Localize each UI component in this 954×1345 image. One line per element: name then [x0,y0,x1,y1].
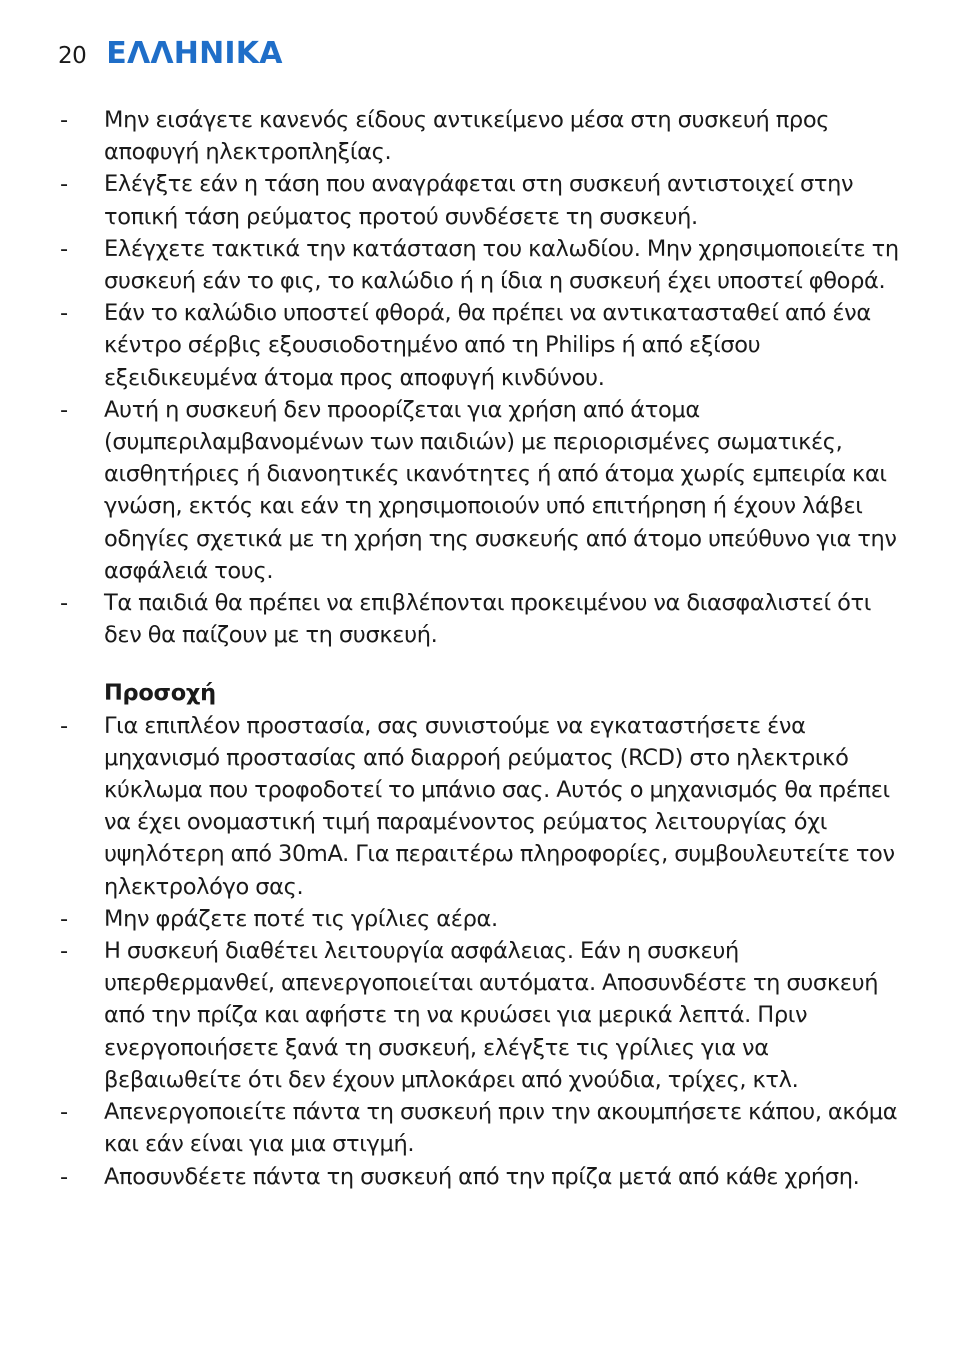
list-item-text: Αποσυνδέετε πάντα τη συσκευή από την πρίζα μετά από κάθε χρήση. [104,1163,860,1190]
page-number: 20 [58,43,87,69]
bullet-dash: - [60,396,68,423]
list-item [0,297,954,394]
list-item [0,1096,954,1160]
safety-list-caution [0,710,954,1193]
list-item-text: Για επιπλέον προστασία, σας συνιστούμε να εγκαταστήσετε ένα μηχανισμό προστασίας από διαρροή ρεύματος (RCD) στο ηλεκτρικό κύκλωμα που τροφοδοτεί το μπάνιο σας. Αυτός ο μηχανισμός θα πρέπει να έχει ονομαστική τιμή παραμένοντος ρεύματος λειτουργίας όχι υψηλότερη από 30mA. Για περαιτέρω πληροφορίες, συμβουλευτείτε τον ηλεκτρολόγο σας. [104,712,895,900]
bullet-dash: - [60,905,68,932]
list-item [0,104,954,168]
bullet-dash: - [60,1163,68,1190]
list-item [0,1161,954,1193]
bullet-dash: - [60,171,68,198]
list-item-text: Μην εισάγετε κανενός είδους αντικείμενο μέσα στη συσκευή προς αποφυγή ηλεκτροπληξίας. [104,107,830,166]
list-item-text: Μην φράζετε ποτέ τις γρίλιες αέρα. [104,905,498,932]
safety-list-general [0,104,954,651]
list-item-text: Η συσκευή διαθέτει λειτουργία ασφάλειας. Εάν η συσκευή υπερθερμανθεί, απενεργοποιείται αυτόματα. Αποσυνδέστε τη συσκευή από την πρίζα και αφήστε τη να κρυώσει για μερικά λεπτά. Πριν ενεργοποιήσετε ξανά τη συσκευή, ελέγξτε τις γρίλιες για να βεβαιωθείτε ότι δεν έχουν μπλοκάρει από χνούδια, τρίχες, κτλ. [104,938,879,1093]
bullet-dash: - [60,1099,68,1126]
bullet-dash: - [60,590,68,617]
list-item [0,903,954,935]
caution-heading: Προσοχή [104,680,216,707]
list-item-text: Απενεργοποιείτε πάντα τη συσκευή πριν την ακουμπήσετε κάπου, ακόμα και εάν είναι για μια στιγμή. [104,1099,898,1158]
list-item [0,233,954,297]
page-header [58,36,283,71]
list-item-text: Ελέγχετε τακτικά την κατάσταση του καλωδίου. Μην χρησιμοποιείτε τη συσκευή εάν το φις, το καλώδιο ή η ίδια η συσκευή έχει υποστεί φθορά. [104,235,899,295]
bullet-dash: - [60,107,68,133]
list-item-text: Τα παιδιά θα πρέπει να επιβλέπονται προκειμένου να διασφαλιστεί ότι δεν θα παίζουν με τη συσκευή. [104,590,871,649]
list-item-text: Αυτή η συσκευή δεν προορίζεται για χρήση από άτομα (συμπεριλαμβανομένων των παιδιών) με περιορισμένες σωματικές, αισθητήριες ή διανοητικές ικανότητες ή από άτομα χωρίς εμπειρία και γνώση, εκτός και εάν τη χρησιμοποιούν υπό επιτήρηση ή έχουν λάβει οδηγίες σχετικά με τη χρήση της συσκευής από άτομο υπεύθυνο για την ασφάλειά τους. [104,396,897,584]
bullet-dash: - [60,235,68,262]
list-item-text: Ελέγξτε εάν η τάση που αναγράφεται στη συσκευή αντιστοιχεί στην τοπική τάση ρεύματος προτού συνδέσετε τη συσκευή. [104,171,854,230]
section-title: ΕΛΛΗΝΙΚΑ [106,36,283,71]
list-item [0,394,954,587]
list-item [0,168,954,232]
bullet-dash: - [60,300,68,327]
bullet-dash: - [60,938,68,965]
list-item [0,935,954,1096]
list-item-text: Εάν το καλώδιο υποστεί φθορά, θα πρέπει να αντικατασταθεί από ένα κέντρο σέρβις εξουσιοδοτημένο από τη Philips ή από εξίσου εξειδικευμένα άτομα προς αποφυγή κινδύνου. [104,300,871,391]
page-content [0,104,954,1193]
list-item [0,710,954,903]
list-item [0,587,954,651]
bullet-dash: - [60,712,68,739]
